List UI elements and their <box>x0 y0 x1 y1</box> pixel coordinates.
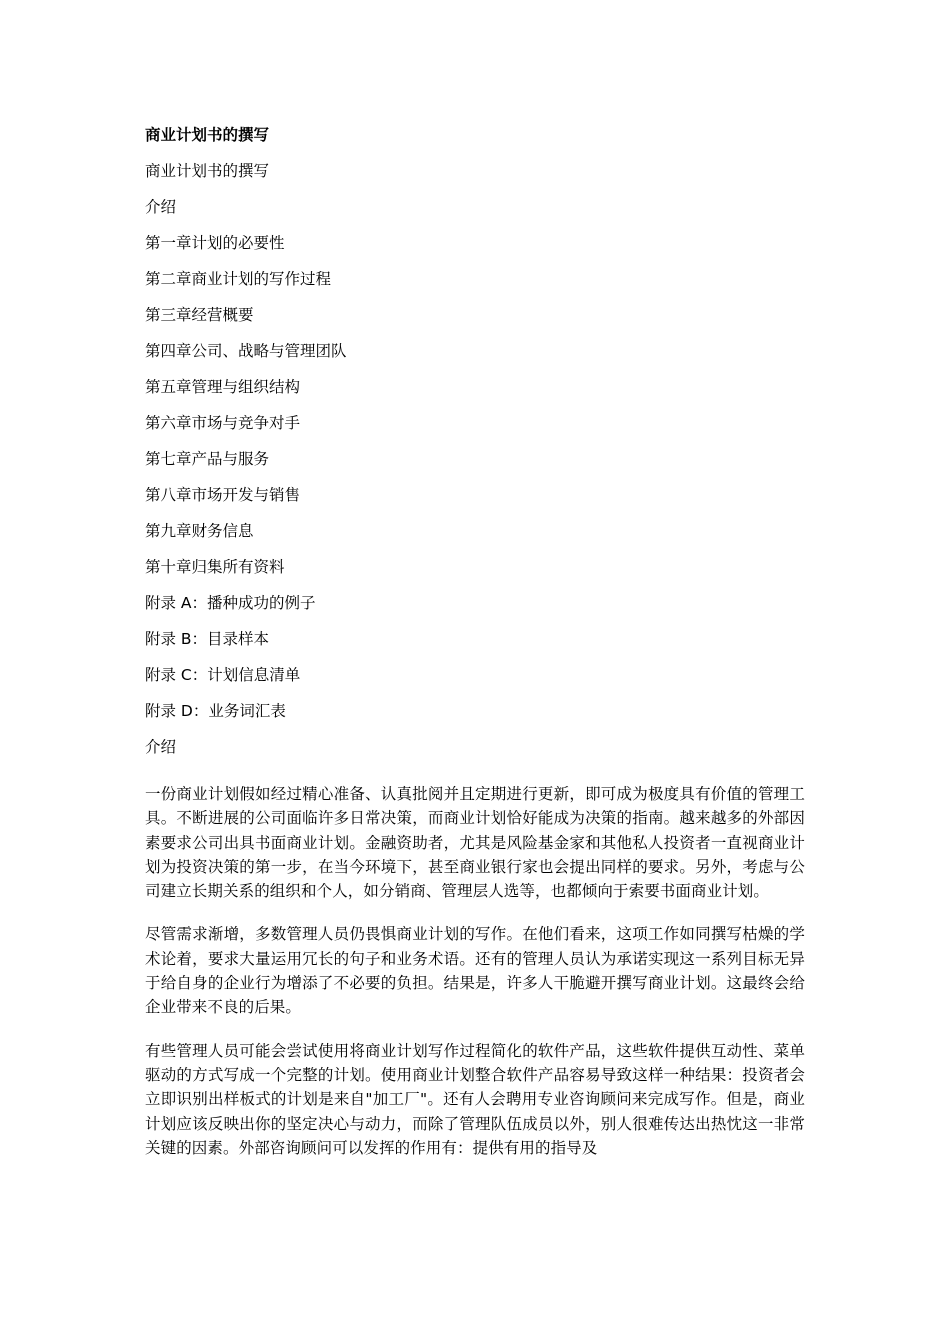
toc-item: 第三章经营概要 <box>145 306 254 324</box>
toc-item: 附录 C：计划信息清单 <box>145 666 301 684</box>
toc-item: 第二章商业计划的写作过程 <box>145 270 332 288</box>
toc-item: 附录 D：业务词汇表 <box>145 702 286 720</box>
toc-item: 第六章市场与竞争对手 <box>145 414 301 432</box>
toc-item: 商业计划书的撰写 <box>145 162 270 180</box>
toc-item: 第五章管理与组织结构 <box>145 378 301 396</box>
toc-item: 第八章市场开发与销售 <box>145 486 301 504</box>
toc-item: 附录 A：播种成功的例子 <box>145 594 316 612</box>
toc-item: 第十章归集所有资料 <box>145 558 285 576</box>
toc-item: 介绍 <box>145 198 177 216</box>
toc-item: 附录 B：目录样本 <box>145 630 270 648</box>
toc-item: 第九章财务信息 <box>145 522 254 540</box>
toc-item: 第一章计划的必要性 <box>145 234 285 252</box>
paragraph: 一份商业计划假如经过精心准备、认真批阅并且定期进行更新，即可成为极度具有价值的管理工具。不断进展的公司面临许多日常决策，而商业计划恰好能成为决策的指南。越来越多的外部因素要求公司出具书面商业计划。金融资助者，尤其是风险基金家和其他私人投资者一直视商业计划为投资决策的第一步，在当今环境下，甚至商业银行家也会提出同样的要求。另外，考虑与公司建立长期关系的组织和个人，如分销商、管理层人选等，也都倾向于索要书面商业计划。 <box>145 785 805 901</box>
paragraph: 尽管需求渐增，多数管理人员仍畏惧商业计划的写作。在他们看来，这项工作如同撰写枯燥的学术论着，要求大量运用冗长的句子和业务术语。还有的管理人员认为承诺实现这一系列目标无异于给自身的企业行为增添了不必要的负担。结果是，许多人干脆避开撰写商业计划。这最终会给企业带来不良的后果。 <box>145 925 805 1017</box>
toc-item: 第七章产品与服务 <box>145 450 270 468</box>
document-title: 商业计划书的撰写 <box>145 126 270 144</box>
toc-item: 第四章公司、战略与管理团队 <box>145 342 347 360</box>
section-heading-intro: 介绍 <box>145 738 177 756</box>
paragraph: 有些管理人员可能会尝试使用将商业计划写作过程简化的软件产品，这些软件提供互动性、菜单驱动的方式写成一个完整的计划。使用商业计划整合软件产品容易导致这样一种结果：投资者会立即识别出样板式的计划是来自"加工厂"。还有人会聘用专业咨询顾问来完成写作。但是，商业计划应该反映出你的坚定决心与动力，而除了管理队伍成员以外，别人很难传达出热忱这一非常关键的因素。外部咨询顾问可以发挥的作用有：提供有用的指导及 <box>145 1041 805 1157</box>
body-text <box>145 782 805 1179</box>
table-of-contents <box>145 160 347 772</box>
